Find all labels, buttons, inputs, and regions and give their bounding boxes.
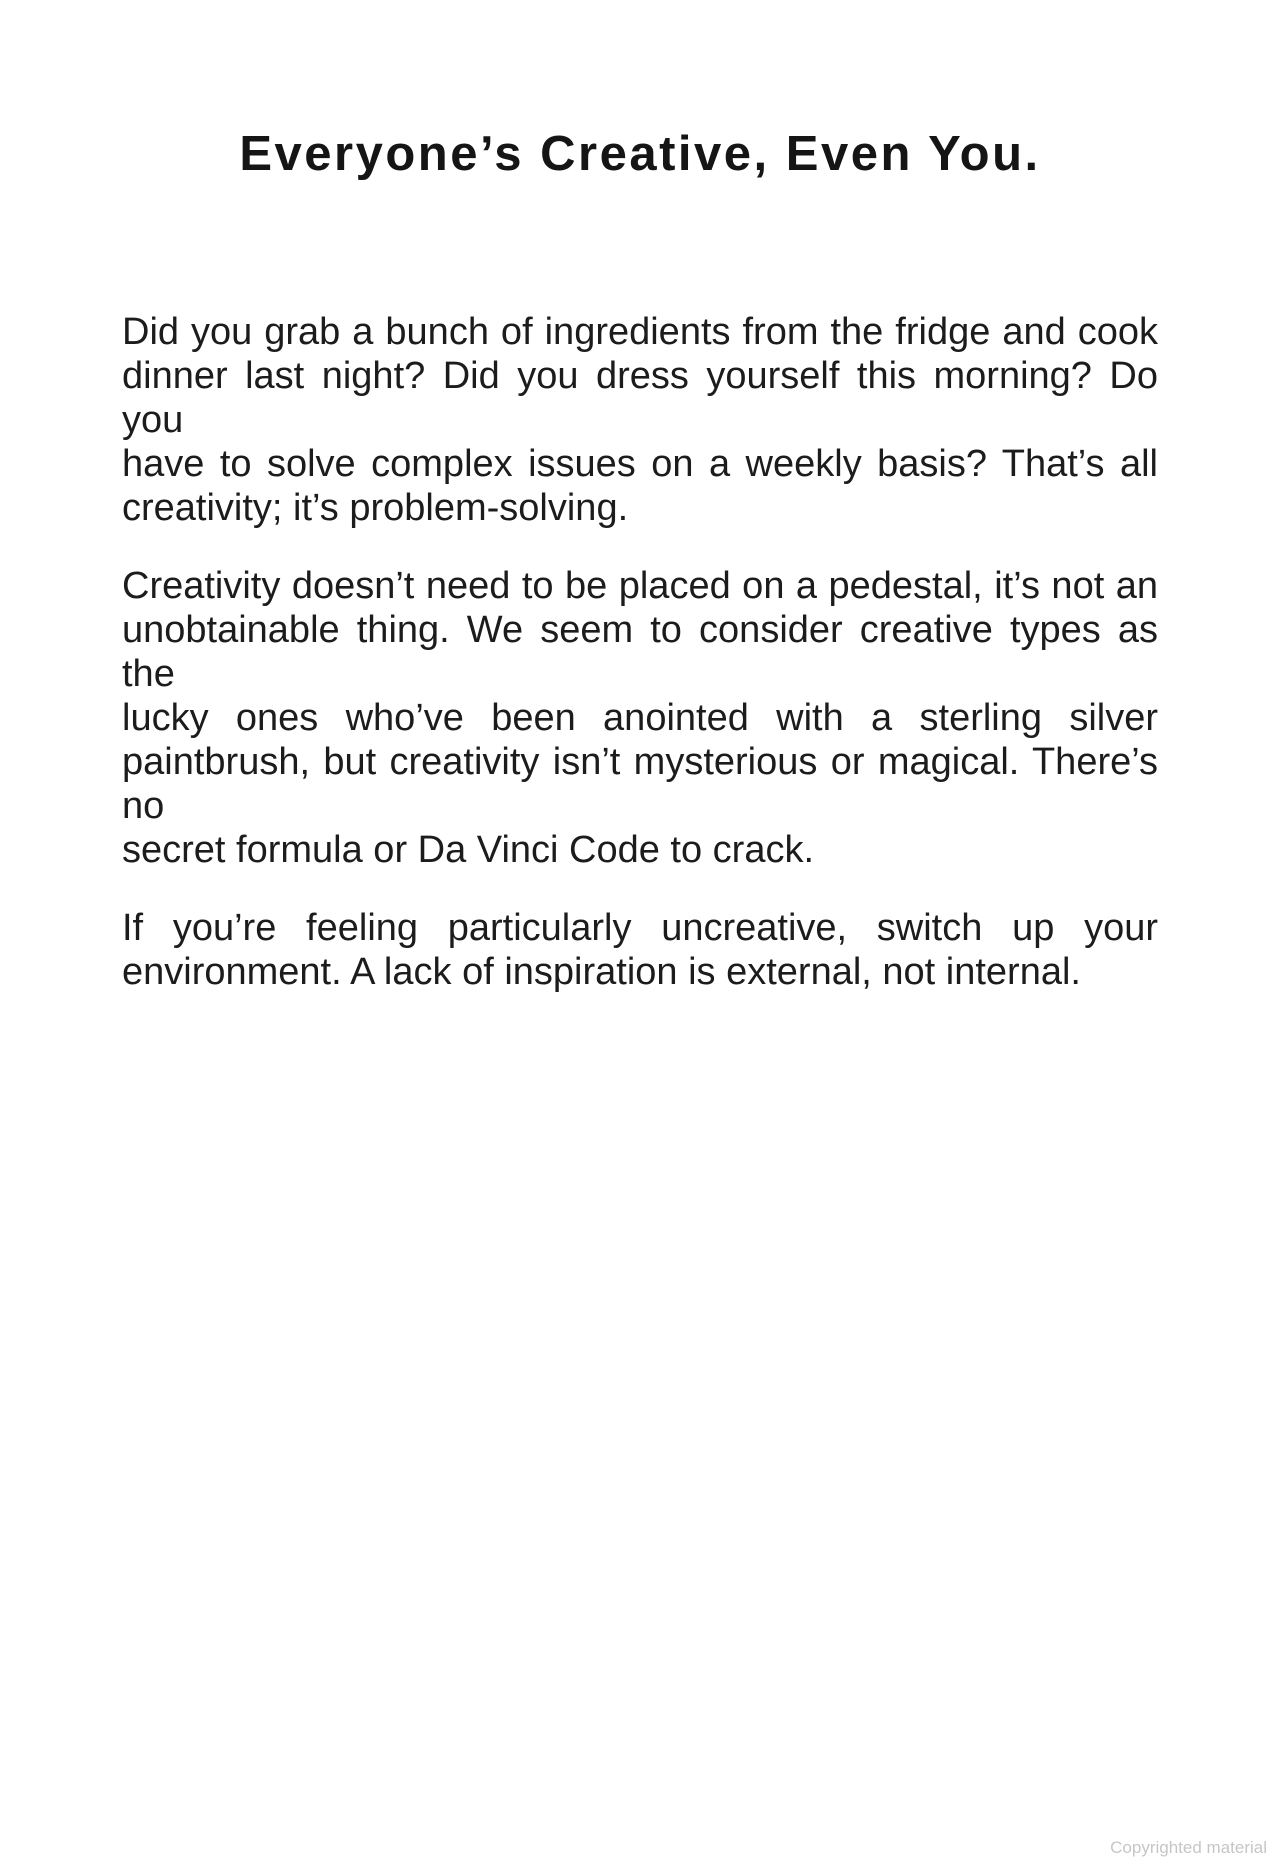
paragraph	[122, 310, 1158, 530]
text-line: unobtainable thing. We seem to consider creative types as the	[122, 609, 1158, 695]
text-line: If you’re feeling particularly uncreative, switch up your	[122, 907, 1158, 949]
text-line: Did you grab a bunch of ingredients from the fridge and cook	[122, 311, 1158, 353]
text-line: creativity; it’s problem-solving.	[122, 487, 629, 529]
paragraph	[122, 564, 1158, 872]
copyright-watermark: Copyrighted material	[1110, 1838, 1267, 1857]
text-line: paintbrush, but creativity isn’t mysterious or magical. There’s no	[122, 741, 1158, 827]
text-line: have to solve complex issues on a weekly basis? That’s all	[122, 443, 1158, 485]
paragraph	[122, 906, 1158, 994]
body-text	[122, 310, 1158, 994]
text-line: dinner last night? Did you dress yourself this morning? Do you	[122, 355, 1158, 441]
text-line: lucky ones who’ve been anointed with a sterling silver	[122, 697, 1158, 739]
text-line: secret formula or Da Vinci Code to crack.	[122, 829, 815, 871]
text-line: environment. A lack of inspiration is external, not internal.	[122, 951, 1081, 993]
text-line: Creativity doesn’t need to be placed on a pedestal, it’s not an	[122, 565, 1158, 607]
page-title: Everyone’s Creative, Even You.	[239, 127, 1041, 181]
